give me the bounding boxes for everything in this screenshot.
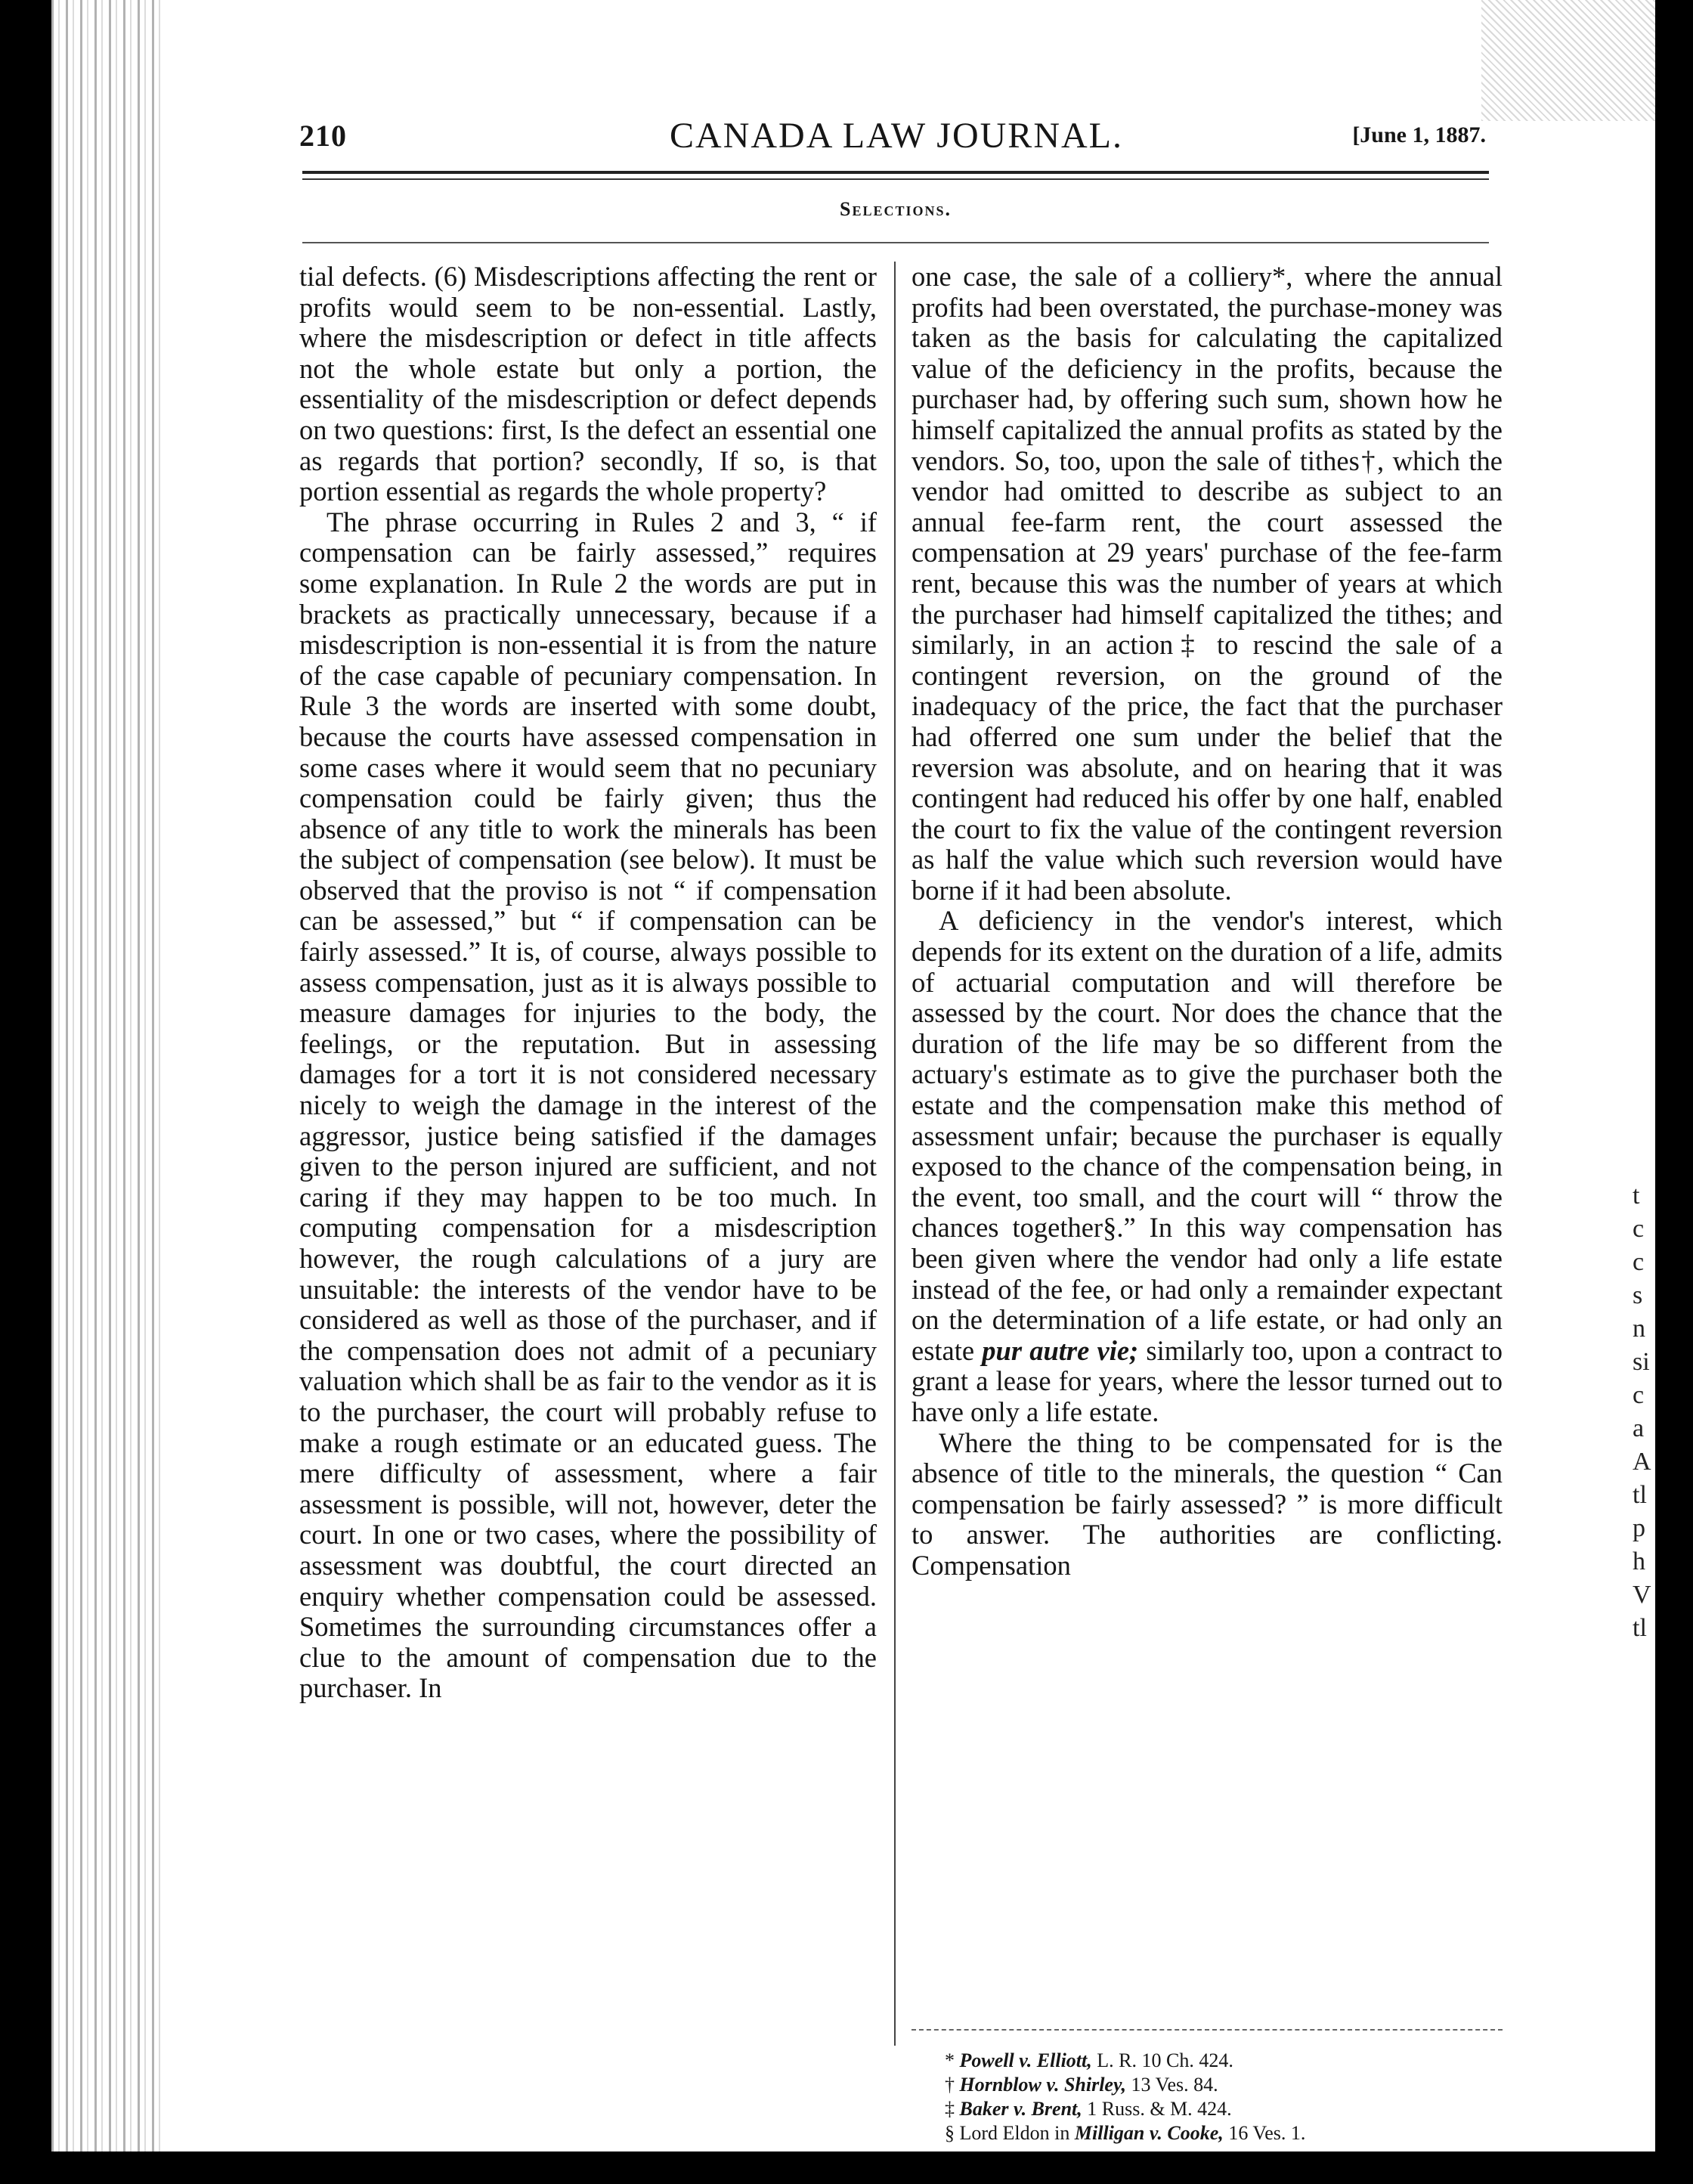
right-column	[911, 262, 1503, 1581]
header-rule-thick	[302, 171, 1489, 174]
right-paragraph-1: one case, the sale of a colliery*, where the annual profits had been overstated, the purchase-money was taken as the basis for calculating the capitalized value of the deficiency in the profits, because the purchaser had, by offering such sum, shown how he himself capitalized the annual profits as stated by the vendors. So, too, upon the sale of tithes†, which the vendor had omitted to describe as subject to an annual fee-farm rent, the court assessed the compensation at 29 years' purchase of the fee-farm rent, because this was the number of years at which the purchaser had himself capitalized the tithes; and similarly, in an action‡ to rescind the sale of a contingent reversion, on the ground of the inadequacy of the price, the fact that the purchaser had offerred one sum under the belief that the reversion was absolute, and on hearing that it was contingent had reduced his offer by one half, enabled the court to fix the value of the contingent reversion as half the value which such reversion would have borne if it had been absolute.	[911, 261, 1503, 906]
footnote-cite: 1 Russ. & M. 424.	[1087, 2098, 1232, 2120]
footnote-cite: L. R. 10 Ch. 424.	[1097, 2049, 1233, 2071]
section-rule	[302, 242, 1489, 243]
footnote-mark: †	[945, 2074, 955, 2096]
footnote-case: Baker v. Brent,	[959, 2098, 1082, 2120]
scan-edge-right	[1655, 0, 1693, 2184]
footnote-mark: *	[945, 2049, 955, 2071]
scan-binding-shadow	[51, 0, 165, 2184]
footnote-case: Powell v. Elliott,	[959, 2049, 1092, 2071]
footnote-prefix: Lord Eldon in	[959, 2122, 1070, 2144]
page-header	[299, 115, 1493, 160]
footnote-3	[945, 2097, 1519, 2121]
footnote-rule	[911, 2029, 1503, 2031]
footnote-4	[945, 2121, 1519, 2145]
page-number: 210	[299, 119, 347, 153]
right-paragraph-2-italic: pur autre vie;	[982, 1334, 1139, 1366]
right-paragraph-2-end: similarly too, upon a contract to grant a lease for years, where the lessor turned out to have only a life estate.	[911, 1334, 1503, 1427]
issue-date: [June 1, 1887.	[1352, 122, 1486, 147]
footnote-case: Hornblow v. Shirley,	[959, 2074, 1127, 2096]
footnote-1	[945, 2049, 1519, 2073]
footnote-mark: ‡	[945, 2098, 955, 2120]
left-paragraph-1: tial defects. (6) Misdescriptions affecting the rent or profits would seem to be non-essential. Lastly, where the misdescription or defect in title affects not the whole estate but only a portion, the essentiality of the misdescription or defect depends on two questions: first, Is the defect an essential one as regards that portion? secondly, If so, is that portion essential as regards the whole property?	[299, 261, 877, 507]
footnote-cite: 16 Ves. 1.	[1228, 2122, 1306, 2144]
footnote-case: Milligan v. Cooke,	[1074, 2122, 1224, 2144]
scan-corner-noise	[1481, 0, 1655, 121]
right-paragraph-2	[911, 906, 1503, 1427]
footnote-2	[945, 2073, 1519, 2097]
footnotes	[945, 2049, 1519, 2145]
scan-edge-bottom	[0, 2151, 1693, 2184]
left-column	[299, 262, 877, 1704]
journal-title: CANADA LAW JOURNAL.	[670, 116, 1123, 156]
footnote-cite: 13 Ves. 84.	[1131, 2074, 1218, 2096]
section-title: Selections.	[840, 198, 952, 220]
column-divider	[894, 262, 896, 2046]
right-paragraph-2-text: A deficiency in the vendor's interest, which depends for its extent on the duration of a life, admits of actuarial computation and will therefore be assessed by the court. Nor does the chance that the duration of the life may be so different from the actuary's estimate as to give the purchaser both the estate and the compensation make this method of assessment unfair; because the purchaser is equally exposed to the chance of the compensation being, in the event, too small, and the court will “ throw the chances together§.” In this way compensation has been given where the vendor had only a life estate instead of the fee, or had only a remainder expectant on the determination of a life estate, or had only an estate	[911, 905, 1503, 1366]
footnote-mark: §	[945, 2122, 955, 2144]
adjacent-page-letters: t c c s n si c a A tl p h V tl	[1633, 1182, 1651, 1642]
left-paragraph-2: The phrase occurring in Rules 2 and 3, “ if compensation can be fairly assessed,” requires some explanation. In Rule 2 the words are put in brackets as practically unnecessary, because if a misdescription is non-essential it is from the nature of the case capable of pecuniary compensation. In Rule 3 the words are inserted with some doubt, because the courts have assessed compensation in some cases where it would seem that no pecuniary compensation could be fairly given; thus the absence of any title to work the minerals has been the subject of compensation (see below). It must be observed that the proviso is not “ if compensation can be assessed,” but “ if compensation can be fairly assessed.” It is, of course, always possible to assess compensation, just as it is always possible to measure damages for injuries to the body, the feelings, or the reputation. But in assessing damages for a tort it is not considered necessary nicely to weigh the damage in the interest of the aggressor, justice being satisfied if the damages given to the person injured are sufficient, and not caring if they may happen to be too much. In computing compensation for a misdescription however, the rough calculations of a jury are unsuitable: the interests of the vendor have to be considered as well as those of the purchaser, and if the compensation does not admit of a pecuniary valuation which shall be as fair to the vendor as it is to the purchaser, the court will probably refuse to make a rough estimate or an educated guess. The mere difficulty of assessment, where a fair assessment is possible, will not, however, deter the court. In one or two cases, where the possibility of assessment was doubtful, the court directed an enquiry whether compensation could be assessed. Sometimes the surrounding circumstances offer a clue to the amount of compensation due to the purchaser. In	[299, 506, 877, 1704]
header-rule-thin	[302, 178, 1489, 180]
scan-edge-left	[0, 0, 51, 2184]
right-paragraph-3: Where the thing to be compensated for is the absence of title to the minerals, the question “ Can compensation be fairly assessed? ” is more difficult to answer. The authorities are conflicting. Compensation	[911, 1427, 1503, 1581]
